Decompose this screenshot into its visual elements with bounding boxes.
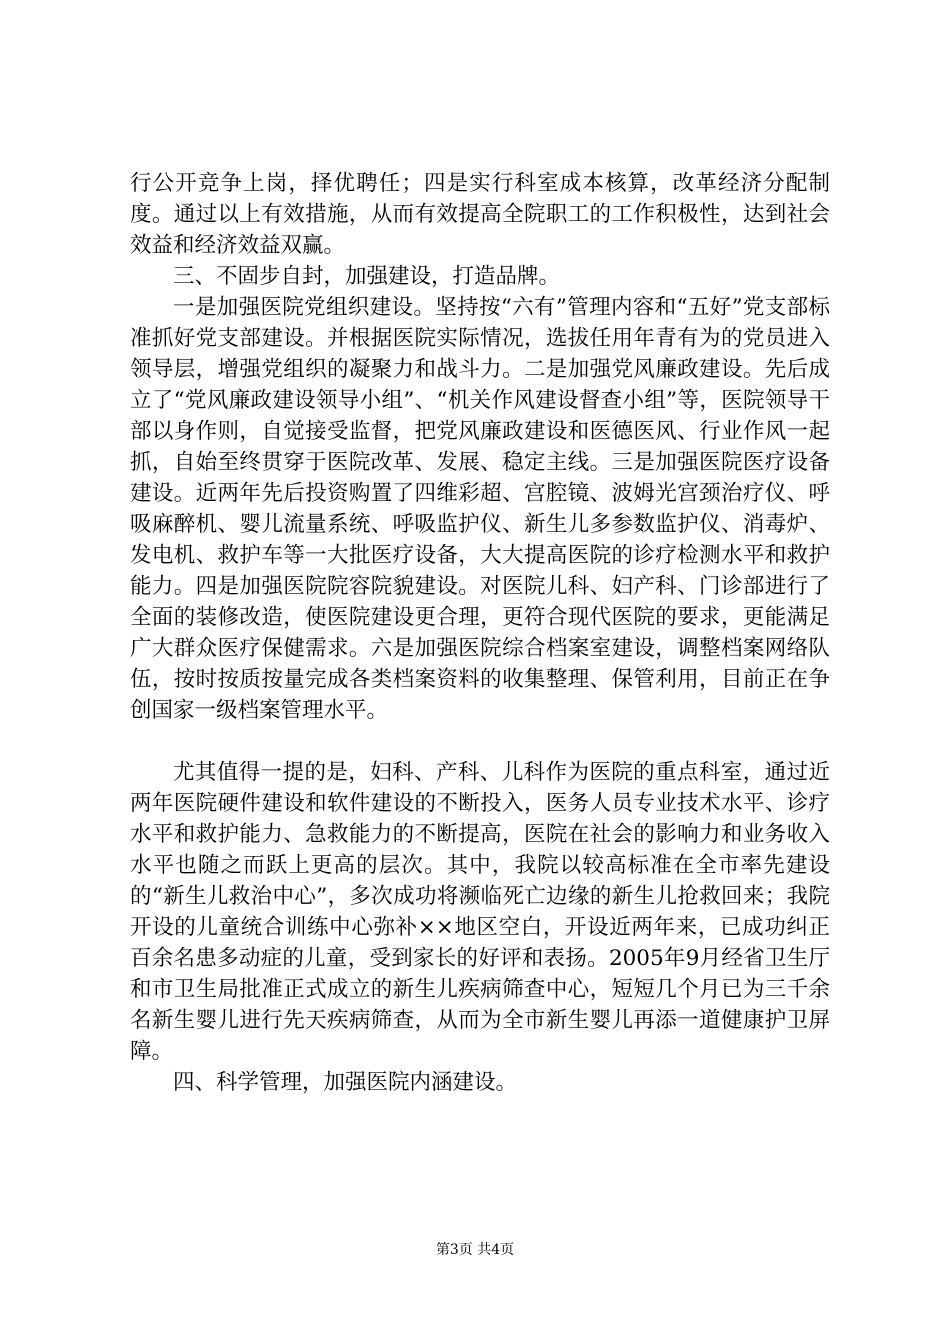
section-heading-four: 四、科学管理，加强医院内涵建设。 [173,1070,518,1095]
paragraph-construction: 一是加强医院党组织建设。坚持按“六有”管理内容和“五好”党支部标准抓好党支部建设。并根据医院实际情况，选拔任用年青有为的党员进入领导层，增强党组织的凝聚力和战斗力。二是加强党风廉政建设。先后成立了“党风廉政建设领导小组”、“机关作风建设督查小组”等，医院领导干部以身作则，自觉接受监督，把党风廉政建设和医德医风、行业作风一起抓，自始至终贯穿于医院改革、发展、稳定主线。三是加强医院医疗设备建设。近两年先后投资购置了四维彩超、宫腔镜、波姆光宫颈治疗仪、呼吸麻醉机、婴儿流量系统、呼吸监护仪、新生儿多参数监护仪、消毒炉、发电机、救护车等一大批医疗设备，大大提高医院的诊疗检测水平和救护能力。四是加强医院院容院貌建设。对医院儿科、妇产科、门诊部进行了全面的装修改造，使医院建设更合理，更符合现代医院的要求，更能满足广大群众医疗保健需求。六是加强医院综合档案室建设，调整档案网络队伍，按时按质按量完成各类档案资料的收集整理、保管利用，目前正在争创国家一级档案管理水平。 [130,295,830,723]
document-body [130,168,830,1098]
section-heading-three: 三、不固步自封，加强建设，打造品牌。 [173,264,561,289]
paragraph-key-departments: 尤其值得一提的是，妇科、产科、儿科作为医院的重点科室，通过近两年医院硬件建设和软件建设的不断投入，医务人员专业技术水平、诊疗水平和救护能力、急救能力的不断提高，医院在社会的影响力和业务收入水平也随之而跃上更高的层次。其中，我院以较高标准在全市率先建设的“新生儿救治中心”，多次成功将濒临死亡边缘的新生儿抢救回来；我院开设的儿童统合训练中心弥补××地区空白，开设近两年来，已成功纠正百余名患多动症的儿童，受到家长的好评和表扬。2005年9月经省卫生厅和市卫生局批准正式成立的新生儿疾病筛查中心，短短几个月已为三千余名新生婴儿进行先天疾病筛查，从而为全市新生婴儿再添一道健康护卫屏障。 [130,760,830,1064]
paragraph-continuation: 行公开竞争上岗，择优聘任；四是实行科室成本核算，改革经济分配制度。通过以上有效措施，从而有效提高全院职工的工作积极性，达到社会效益和经济效益双赢。 [130,171,830,258]
page-footer: 第3页 共4页 [435,1242,515,1258]
